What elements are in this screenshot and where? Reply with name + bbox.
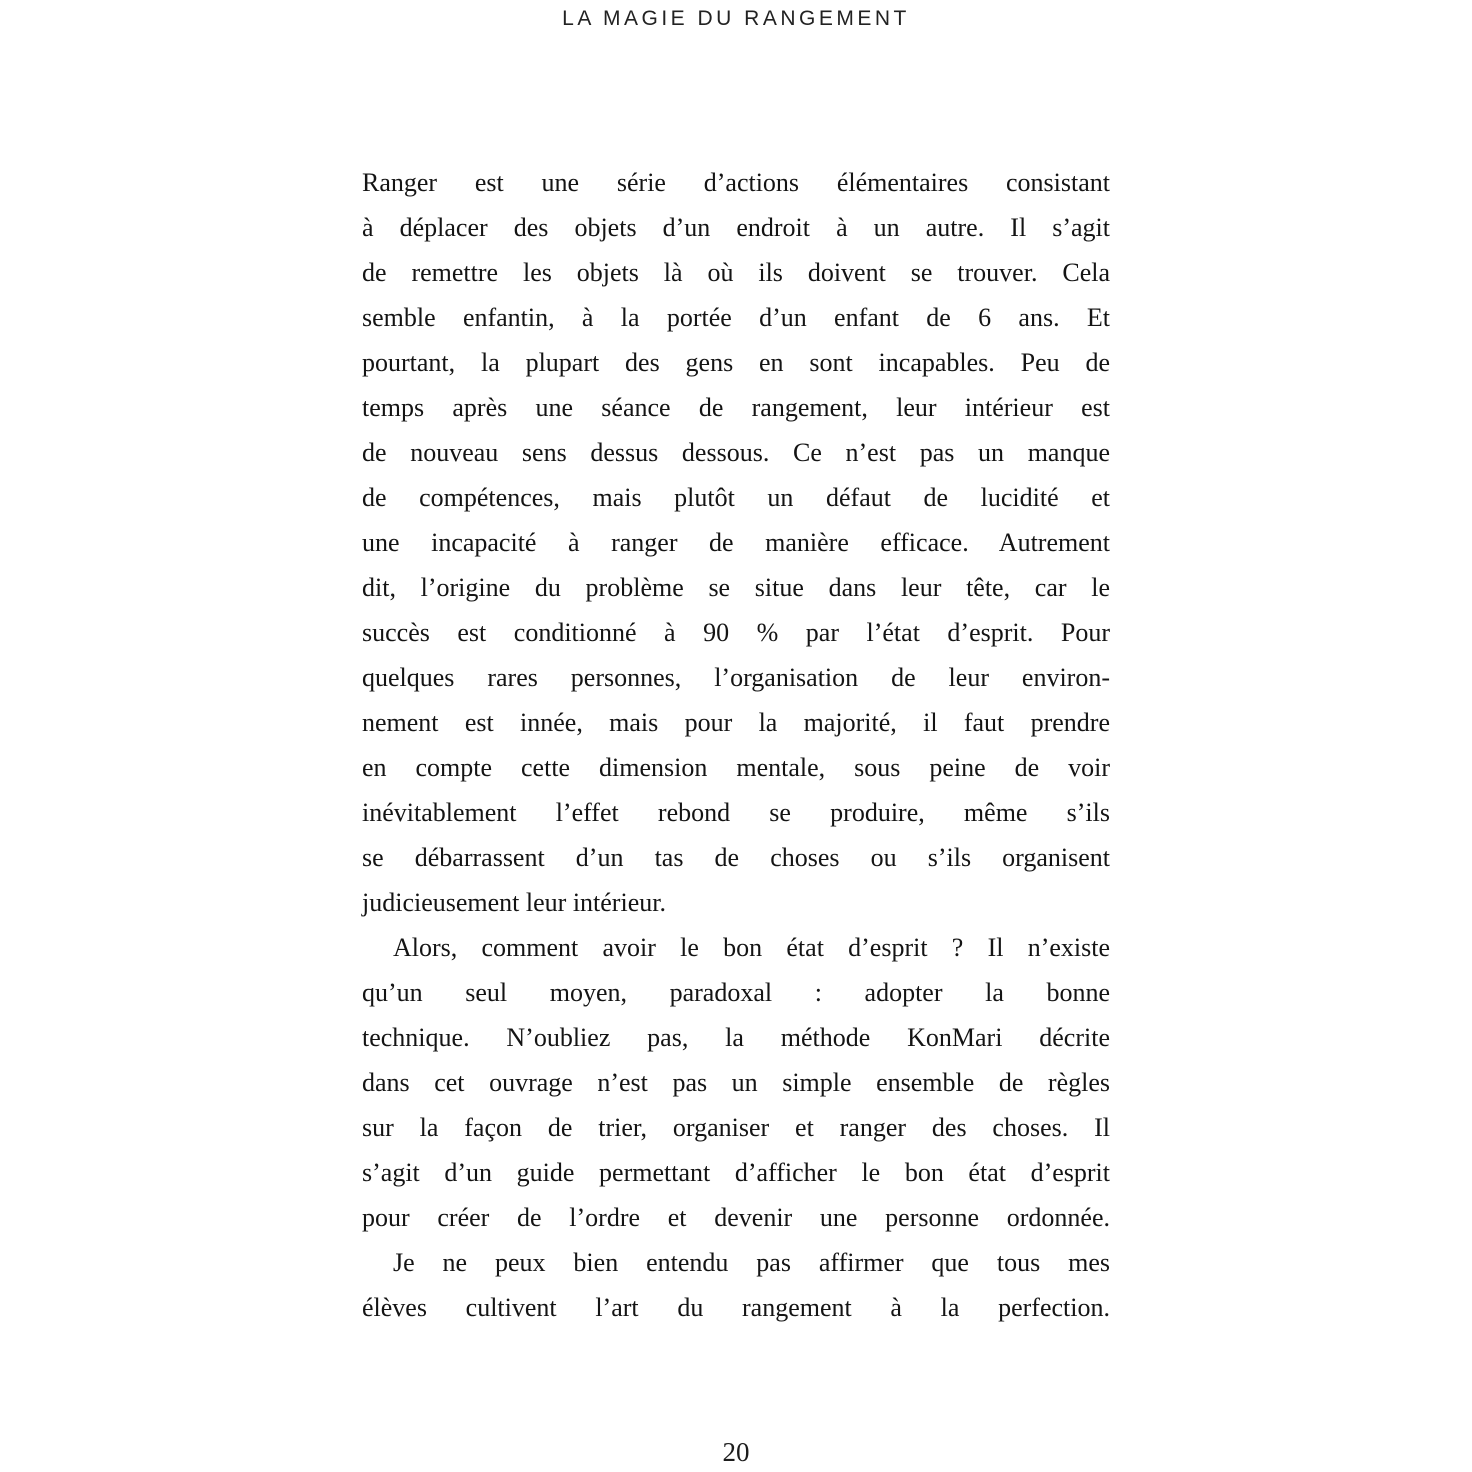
text-line: pour créer de l’ordre et devenir une personne ordonnée. xyxy=(362,1203,1110,1232)
text-line: s’agit d’un guide permettant d’afficher le bon état d’esprit xyxy=(362,1158,1110,1187)
text-line: Alors, comment avoir le bon état d’esprit ? Il n’existe xyxy=(393,933,1110,962)
page-number: 20 xyxy=(722,1437,750,1467)
text-line: judicieusement leur intérieur. xyxy=(362,888,666,917)
text-line: technique. N’oubliez pas, la méthode KonMari décrite xyxy=(362,1023,1110,1052)
running-header: LA MAGIE DU RANGEMENT xyxy=(562,7,910,30)
text-line: de remettre les objets là où ils doivent se trouver. Cela xyxy=(362,258,1110,287)
text-line: Je ne peux bien entendu pas affirmer que tous mes xyxy=(393,1248,1110,1277)
text-line: quelques rares personnes, l’organisation de leur environ- xyxy=(362,663,1110,692)
text-line: inévitablement l’effet rebond se produire, même s’ils xyxy=(362,798,1110,827)
text-line: de compétences, mais plutôt un défaut de lucidité et xyxy=(362,483,1110,512)
text-line: nement est innée, mais pour la majorité, il faut prendre xyxy=(362,708,1110,737)
text-line: temps après une séance de rangement, leur intérieur est xyxy=(362,393,1110,422)
text-line: se débarrassent d’un tas de choses ou s’ils organisent xyxy=(362,843,1110,872)
text-line: pourtant, la plupart des gens en sont incapables. Peu de xyxy=(362,348,1110,377)
paragraph xyxy=(362,925,1110,1240)
text-line: de nouveau sens dessus dessous. Ce n’est pas un manque xyxy=(362,438,1110,467)
text-line: une incapacité à ranger de manière efficace. Autrement xyxy=(362,528,1110,557)
text-line: dans cet ouvrage n’est pas un simple ensemble de règles xyxy=(362,1068,1110,1097)
body-text xyxy=(362,160,1110,1330)
text-line: à déplacer des objets d’un endroit à un autre. Il s’agit xyxy=(362,213,1110,242)
paragraph xyxy=(362,1240,1110,1330)
text-line: semble enfantin, à la portée d’un enfant de 6 ans. Et xyxy=(362,303,1110,332)
text-line: dit, l’origine du problème se situe dans leur tête, car le xyxy=(362,573,1110,602)
text-line: succès est conditionné à 90 % par l’état d’esprit. Pour xyxy=(362,618,1110,647)
paragraph xyxy=(362,160,1110,925)
text-line: qu’un seul moyen, paradoxal : adopter la bonne xyxy=(362,978,1110,1007)
text-line: en compte cette dimension mentale, sous peine de voir xyxy=(362,753,1110,782)
text-line: élèves cultivent l’art du rangement à la perfection. xyxy=(362,1293,1110,1322)
text-line: sur la façon de trier, organiser et ranger des choses. Il xyxy=(362,1113,1110,1142)
text-line: Ranger est une série d’actions élémentaires consistant xyxy=(362,168,1110,197)
